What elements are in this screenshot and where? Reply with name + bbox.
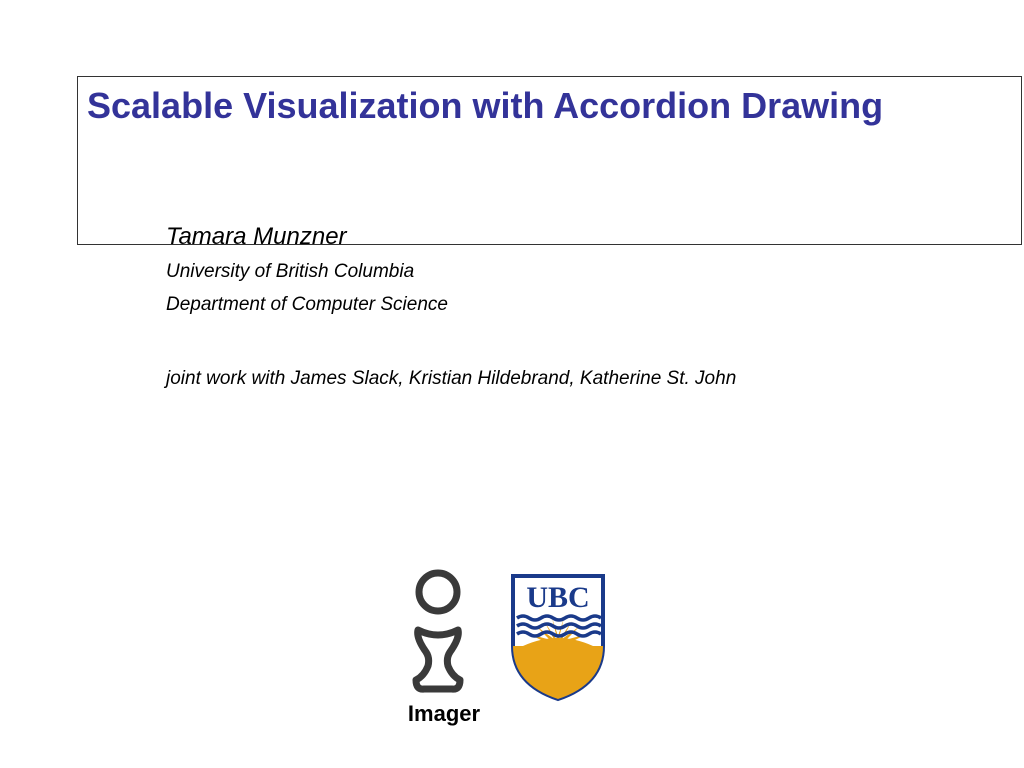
university-affiliation: University of British Columbia [166, 261, 415, 282]
imager-logo-icon [408, 568, 468, 694]
slide-title: Scalable Visualization with Accordion Drawing [87, 85, 884, 126]
imager-label: Imager [407, 701, 481, 726]
ubc-crest-text: UBC [526, 581, 590, 614]
author-name: Tamara Munzner [166, 223, 347, 250]
department-affiliation: Department of Computer Science [166, 294, 448, 315]
joint-work-credits: joint work with James Slack, Kristian Hildebrand, Katherine St. John [166, 368, 737, 389]
ubc-crest-icon [509, 572, 607, 702]
